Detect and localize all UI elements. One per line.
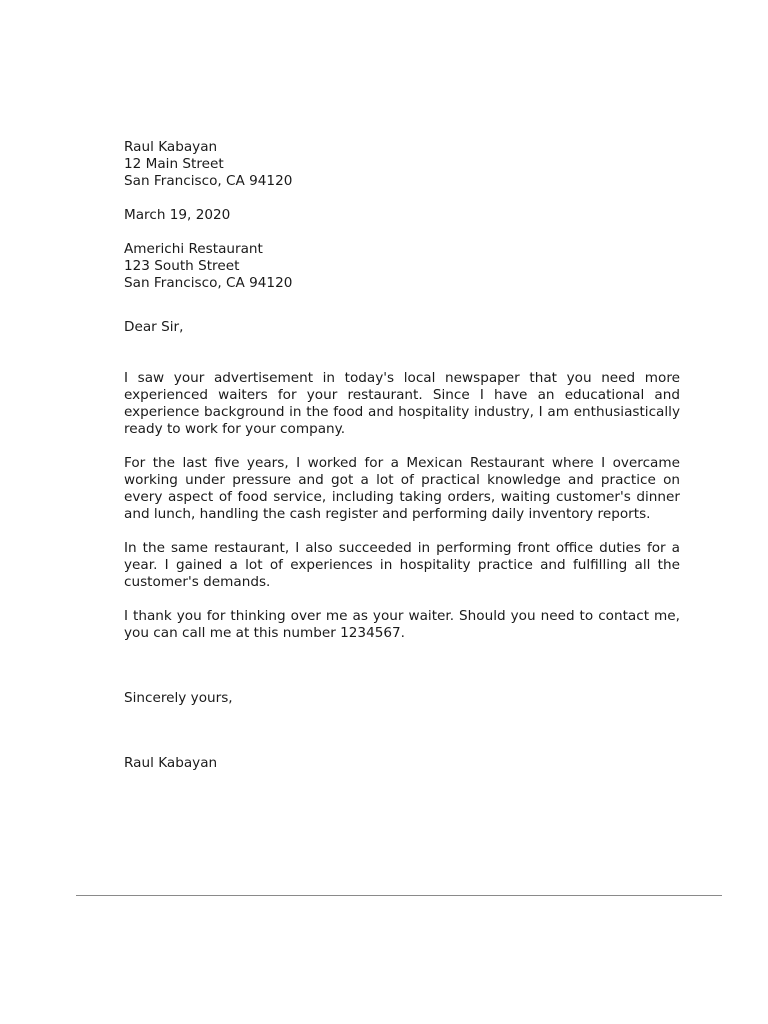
sender-address <box>124 139 680 190</box>
recipient-name: Americhi Restaurant <box>124 241 263 257</box>
body-paragraph-2: For the last five years, I worked for a Mexican Restaurant where I overcame working under pressure and got a lot of practical knowledge and practice on every aspect of food service, including taking orders, waiting customer's dinner and lunch, handling the cash register and performing daily inventory reports. <box>124 455 680 522</box>
letter <box>124 139 680 772</box>
letter-date <box>124 207 680 224</box>
body-paragraph-4: I thank you for thinking over me as your waiter. Should you need to contact me, you can call me at this number 1234567. <box>124 608 680 641</box>
body-paragraph-3: In the same restaurant, I also succeeded in performing front office duties for a year. I gained a lot of experiences in hospitality practice and fulfilling all the customer's demands. <box>124 540 680 590</box>
sender-city: San Francisco, CA 94120 <box>124 173 293 189</box>
signature <box>124 755 680 772</box>
salutation <box>124 319 680 336</box>
recipient-address <box>124 241 680 292</box>
signature-name: Raul Kabayan <box>124 755 218 771</box>
recipient-street: 123 South Street <box>124 258 240 274</box>
closing <box>124 690 680 707</box>
salutation-text: Dear Sir, <box>124 319 184 335</box>
recipient-city: San Francisco, CA 94120 <box>124 275 293 291</box>
sender-street: 12 Main Street <box>124 156 224 172</box>
sender-name: Raul Kabayan <box>124 139 218 155</box>
footer-divider <box>76 895 722 896</box>
body-paragraph-1: I saw your advertisement in today's local newspaper that you need more experienced waiters for your restaurant. Since I have an educational and experience background in the food and hospitality industry, I am enthusiastically ready to work for your company. <box>124 370 680 437</box>
closing-text: Sincerely yours, <box>124 690 233 706</box>
date-text: March 19, 2020 <box>124 207 231 223</box>
